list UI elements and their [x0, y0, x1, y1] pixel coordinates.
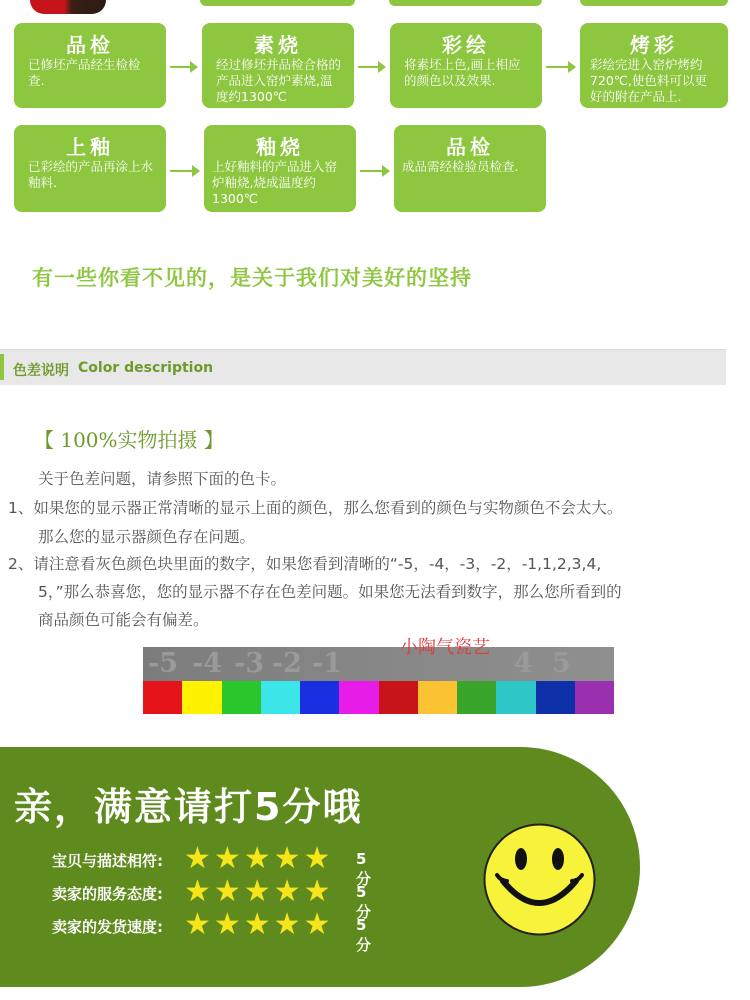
card-title: 素烧	[254, 33, 302, 57]
card-desc: 成品需经检验员检查.	[402, 159, 519, 174]
card-fragment	[580, 0, 728, 6]
color-swatch	[222, 681, 261, 714]
rating-score: 5分	[356, 883, 372, 921]
color-swatch	[496, 681, 535, 714]
color-swatch	[575, 681, 614, 714]
rating-score: 5分	[356, 850, 372, 888]
rating-label: 宝贝与描述相符:	[52, 852, 163, 870]
gray-number: 5	[552, 648, 571, 679]
card-title: 烤彩	[630, 33, 678, 57]
star-icons: ★★★★★	[184, 841, 334, 876]
paragraph-line: 那么您的显示器颜色存在问题。	[38, 528, 256, 546]
star-icons: ★★★★★	[184, 907, 334, 942]
color-swatch	[457, 681, 496, 714]
process-card-bisque-firing	[202, 23, 354, 108]
process-card-inspection	[14, 23, 166, 108]
color-swatch	[418, 681, 457, 714]
rating-label: 卖家的服务态度:	[52, 885, 163, 903]
card-desc: 上好釉料的产品进入窑炉釉烧,烧成温度约1300℃	[212, 159, 338, 206]
card-title: 彩绘	[442, 33, 490, 57]
shop-watermark: 小陶气瓷艺	[400, 637, 490, 658]
paragraph-line: 商品颜色可能会有偏差。	[38, 611, 209, 629]
arrow-icon	[170, 170, 198, 172]
paragraph-line: 1、如果您的显示器正常清晰的显示上面的颜色，那么您看到的颜色与实物颜色不会太大。	[8, 499, 623, 517]
gray-number: -2	[272, 648, 302, 679]
arrow-icon	[546, 66, 574, 68]
card-fragment	[389, 0, 542, 6]
real-photo-title: 【 100%实物拍摄 】	[34, 428, 224, 452]
card-desc: 已彩绘的产品再涂上水釉料.	[28, 159, 154, 190]
top-clipped-area	[0, 0, 750, 22]
color-swatch	[182, 681, 221, 714]
card-title: 品检	[66, 33, 114, 57]
rating-title: 亲，满意请打5分哦	[14, 785, 363, 829]
process-card-color-baking	[580, 23, 728, 108]
product-photo-fragment	[30, 0, 106, 14]
arrow-icon	[358, 66, 384, 68]
gray-number: -1	[312, 648, 342, 679]
card-desc: 经过修坯并品检合格的产品进入窑炉素烧,温度约1300℃	[216, 57, 342, 104]
color-swatch	[261, 681, 300, 714]
color-swatch	[536, 681, 575, 714]
process-card-glazing	[14, 125, 166, 212]
section-title-cn: 色差说明	[13, 363, 69, 379]
slogan: 有一些你看不见的，是关于我们对美好的坚持	[32, 266, 472, 290]
gray-number: -3	[234, 648, 264, 679]
color-swatch	[339, 681, 378, 714]
section-title-en: Color description	[78, 360, 214, 376]
rating-label: 卖家的发货速度:	[52, 918, 163, 936]
card-fragment	[200, 0, 355, 6]
card-title: 釉烧	[256, 135, 304, 159]
color-swatch	[300, 681, 339, 714]
gray-number: -5	[148, 648, 178, 679]
arrow-icon	[360, 170, 388, 172]
section-marker	[0, 354, 4, 380]
card-title: 上釉	[66, 135, 114, 159]
color-swatch	[379, 681, 418, 714]
card-desc: 彩绘完进入窑炉烤约720℃,使色料可以更好的附在产品上.	[590, 57, 707, 104]
color-swatch-strip	[143, 681, 614, 714]
gray-number: -4	[192, 648, 222, 679]
star-icons: ★★★★★	[184, 874, 334, 909]
gray-number: 4	[514, 648, 533, 679]
paragraph-line: 关于色差问题，请参照下面的色卡。	[38, 470, 287, 488]
paragraph-line: 5，”那么恭喜您，您的显示器不存在色差问题。如果您无法看到数字，那么您所看到的	[38, 583, 622, 601]
card-desc: 已修坯产品经生检检查.	[28, 57, 141, 88]
section-header	[0, 349, 726, 385]
smiley-face-icon	[483, 823, 596, 936]
paragraph-line: 2、请注意看灰色颜色块里面的数字，如果您看到清晰的“-5，-4，-3，-2，-1,1,2,3,4,	[8, 555, 602, 573]
process-card-painting	[390, 23, 542, 108]
process-card-glaze-firing	[204, 125, 356, 212]
card-desc: 将素坯上色,画上相应的颜色以及效果.	[404, 57, 521, 88]
process-card-final-inspection	[394, 125, 546, 212]
card-title: 品检	[446, 135, 494, 159]
color-swatch	[143, 681, 182, 714]
rating-score: 5分	[356, 916, 372, 954]
arrow-icon	[170, 66, 196, 68]
